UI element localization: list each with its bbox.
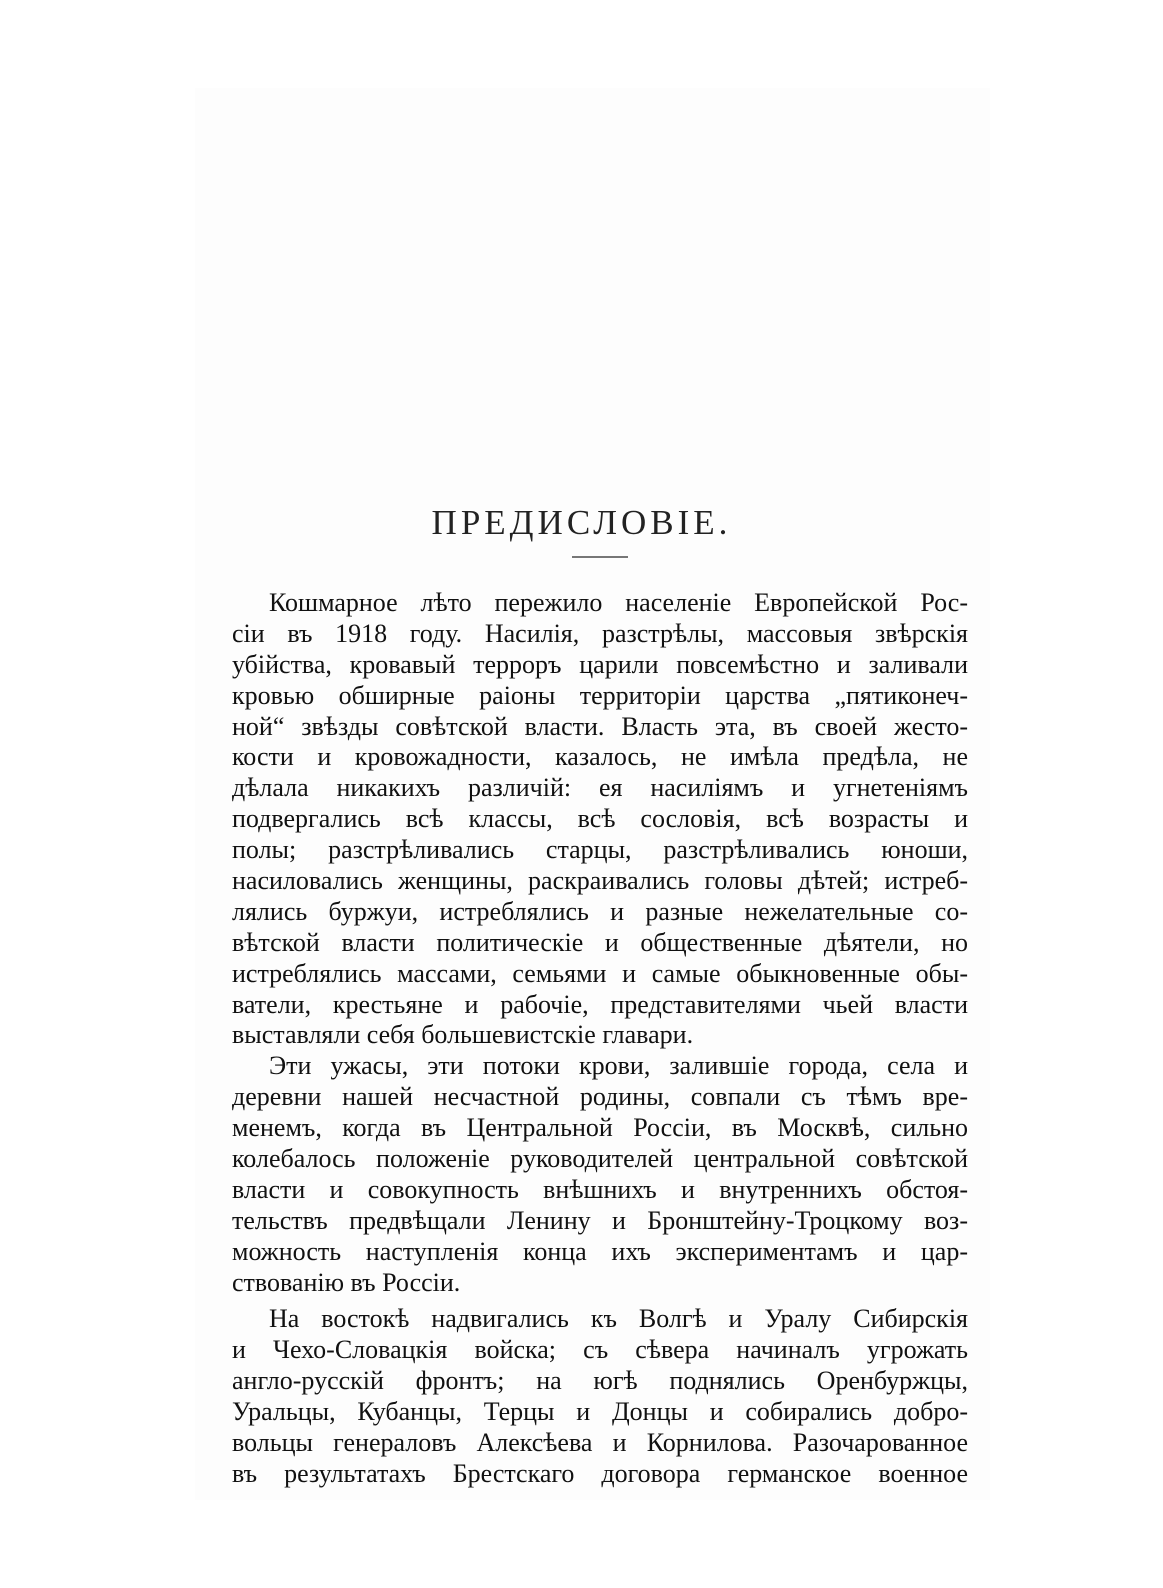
- text-line: лялись буржуи, истреблялись и разные нежелательные со-: [232, 896, 968, 926]
- text-line: ствованію въ Россіи.: [232, 1267, 461, 1297]
- text-line: насиловались женщины, раскраивались головы дѣтей; истреб-: [232, 866, 968, 896]
- body-text: [232, 588, 968, 1490]
- text-line: менемъ, когда въ Центральной Россіи, въ Москвѣ, сильно: [232, 1113, 968, 1143]
- text-line: дѣлала никакихъ различій: ея насиліямъ и угнетеніямъ: [232, 773, 968, 803]
- text-line: деревни нашей несчастной родины, совпали съ тѣмъ вре-: [232, 1082, 968, 1112]
- text-line: ной“ звѣзды совѣтской власти. Власть эта, въ своей жесто-: [232, 711, 968, 741]
- text-line: убійства, кровавый терроръ царили повсемѣстно и заливали: [232, 649, 968, 679]
- text-line: истреблялись массами, семьями и самые обыкновенные обы-: [232, 958, 968, 988]
- text-line: вѣтской власти политическіе и общественные дѣятели, но: [232, 927, 968, 957]
- text-line: сіи въ 1918 году. Насилія, разстрѣлы, массовыя звѣрскія: [232, 618, 968, 648]
- text-line: кровью обширные раіоны территоріи царства „пятиконеч-: [232, 680, 968, 710]
- paragraph-2: [232, 1051, 968, 1298]
- text-line: и Чехо-Словацкія войска; съ сѣвера начиналъ угрожать: [232, 1335, 968, 1365]
- text-line: можность наступленія конца ихъ экспериментамъ и цар-: [232, 1236, 968, 1266]
- title-divider: [572, 556, 628, 558]
- text-line: власти и совокупность внѣшнихъ и внутреннихъ обстоя-: [232, 1174, 968, 1204]
- text-line: вольцы генераловъ Алексѣева и Корнилова. Разочарованное: [232, 1428, 968, 1458]
- text-line: Кошмарное лѣто пережило населеніе Европейской Рос-: [269, 588, 968, 617]
- text-line: въ результатахъ Брестскаго договора германское военное: [232, 1458, 968, 1488]
- text-line: подвергались всѣ классы, всѣ сословія, всѣ возрасты и: [232, 804, 968, 834]
- text-line: выставляли себя большевистскіе главари.: [232, 1020, 694, 1050]
- paragraph-1: [232, 588, 968, 1051]
- page-title: ПРЕДИСЛОВІЕ.: [431, 503, 732, 542]
- text-line: На востокѣ надвигались къ Волгѣ и Уралу Сибирскія: [269, 1304, 968, 1334]
- text-line: Уральцы, Кубанцы, Терцы и Донцы и собирались добро-: [232, 1397, 968, 1427]
- text-line: тельствъ предвѣщали Ленину и Бронштейну-Троцкому воз-: [232, 1205, 968, 1235]
- paragraph-3: [232, 1304, 968, 1489]
- text-line: Эти ужасы, эти потоки крови, залившіе города, села и: [269, 1051, 968, 1081]
- text-line: полы; разстрѣливались старцы, разстрѣливались юноши,: [232, 835, 968, 865]
- text-line: колебалось положеніе руководителей центральной совѣтской: [232, 1144, 968, 1174]
- text-line: ватели, крестьяне и рабочіе, представителями чьей власти: [232, 989, 968, 1019]
- text-line: кости и кровожадности, казалось, не имѣла предѣла, не: [232, 742, 968, 772]
- text-line: англо-русскій фронтъ; на югѣ поднялись Оренбуржцы,: [232, 1366, 968, 1396]
